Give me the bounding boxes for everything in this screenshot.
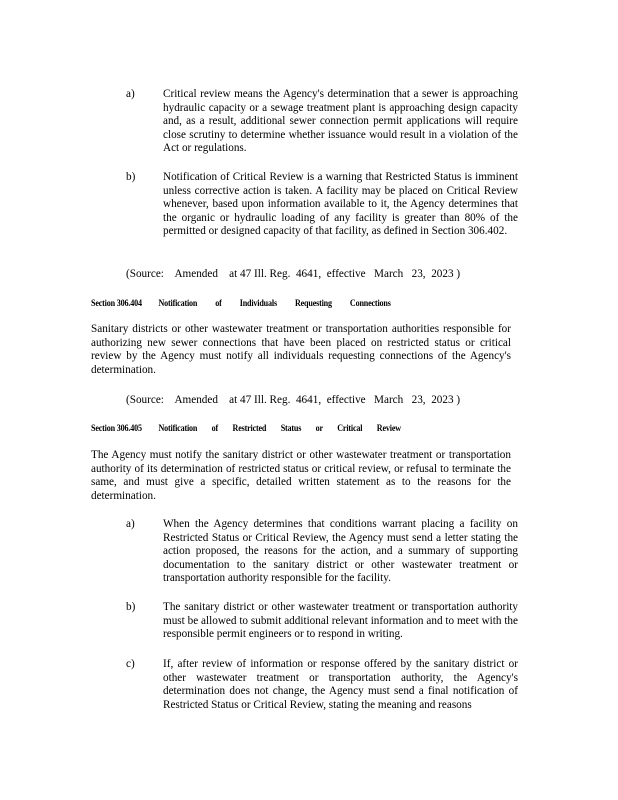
section-title: Notification of Individuals Requesting Connections [158, 298, 391, 308]
item-label: a) [126, 518, 135, 530]
section-title: Notification of Restricted Status or Critical Review [158, 423, 401, 433]
section-number: Section 306.405 [91, 423, 142, 433]
item-label: b) [126, 601, 136, 613]
source-note: (Source: Amended at 47 Ill. Reg. 4641, effective March 23, 2023 ) [126, 268, 461, 280]
item-label: a) [126, 88, 135, 100]
section-heading [91, 297, 391, 311]
item-text: When the Agency determines that conditions warrant placing a facility on Restricted Status or Critical Review, the Agency must send a letter stating the action proposed, the reasons for the action, and a summary of supporting documentation to the sanitary district or other wastewater treatment or transportation authority responsible for the facility. [163, 518, 518, 585]
section-body: The Agency must notify the sanitary district or other wastewater treatment or transportation authority of its determination of restricted status or critical review, or refusal to terminate the same, and must give a specific, detailed written statement as to the reasons for the determination. [91, 449, 511, 502]
item-text: If, after review of information or response offered by the sanitary district or other wastewater treatment or transportation authority, the Agency's determination does not change, the Agency must send a final notification of Restricted Status or Critical Review, stating the meaning and reasons [163, 658, 518, 711]
item-label: b) [126, 171, 136, 183]
item-text: The sanitary district or other wastewater treatment or transportation authority must be allowed to submit additional relevant information and to meet with the responsible permit engineers or to respond in writing. [163, 601, 518, 641]
item-text: Notification of Critical Review is a warning that Restricted Status is imminent unless corrective action is taken. A facility may be placed on Critical Review whenever, based upon information available to it, the Agency determines that the organic or hydraulic loading of any facility is greater than 80% of the permitted or designed capacity of that facility, as defined in Section 306.402. [163, 171, 518, 238]
section-heading [91, 422, 401, 436]
section-body: Sanitary districts or other wastewater treatment or transportation authorities responsible for authorizing new sewer connections that have been placed on restricted status or critical review by the Agency must notify all individuals requesting connections of the Agency's determination. [91, 323, 511, 376]
section-number: Section 306.404 [91, 298, 142, 308]
source-note: (Source: Amended at 47 Ill. Reg. 4641, effective March 23, 2023 ) [126, 394, 461, 406]
item-text: Critical review means the Agency's determination that a sewer is approaching hydraulic capacity or a sewage treatment plant is approaching design capacity and, as a result, additional sewer connection permit applications will require close scrutiny to determine whether issuance would result in a violation of the Act or regulations. [163, 88, 518, 155]
item-label: c) [126, 658, 135, 670]
